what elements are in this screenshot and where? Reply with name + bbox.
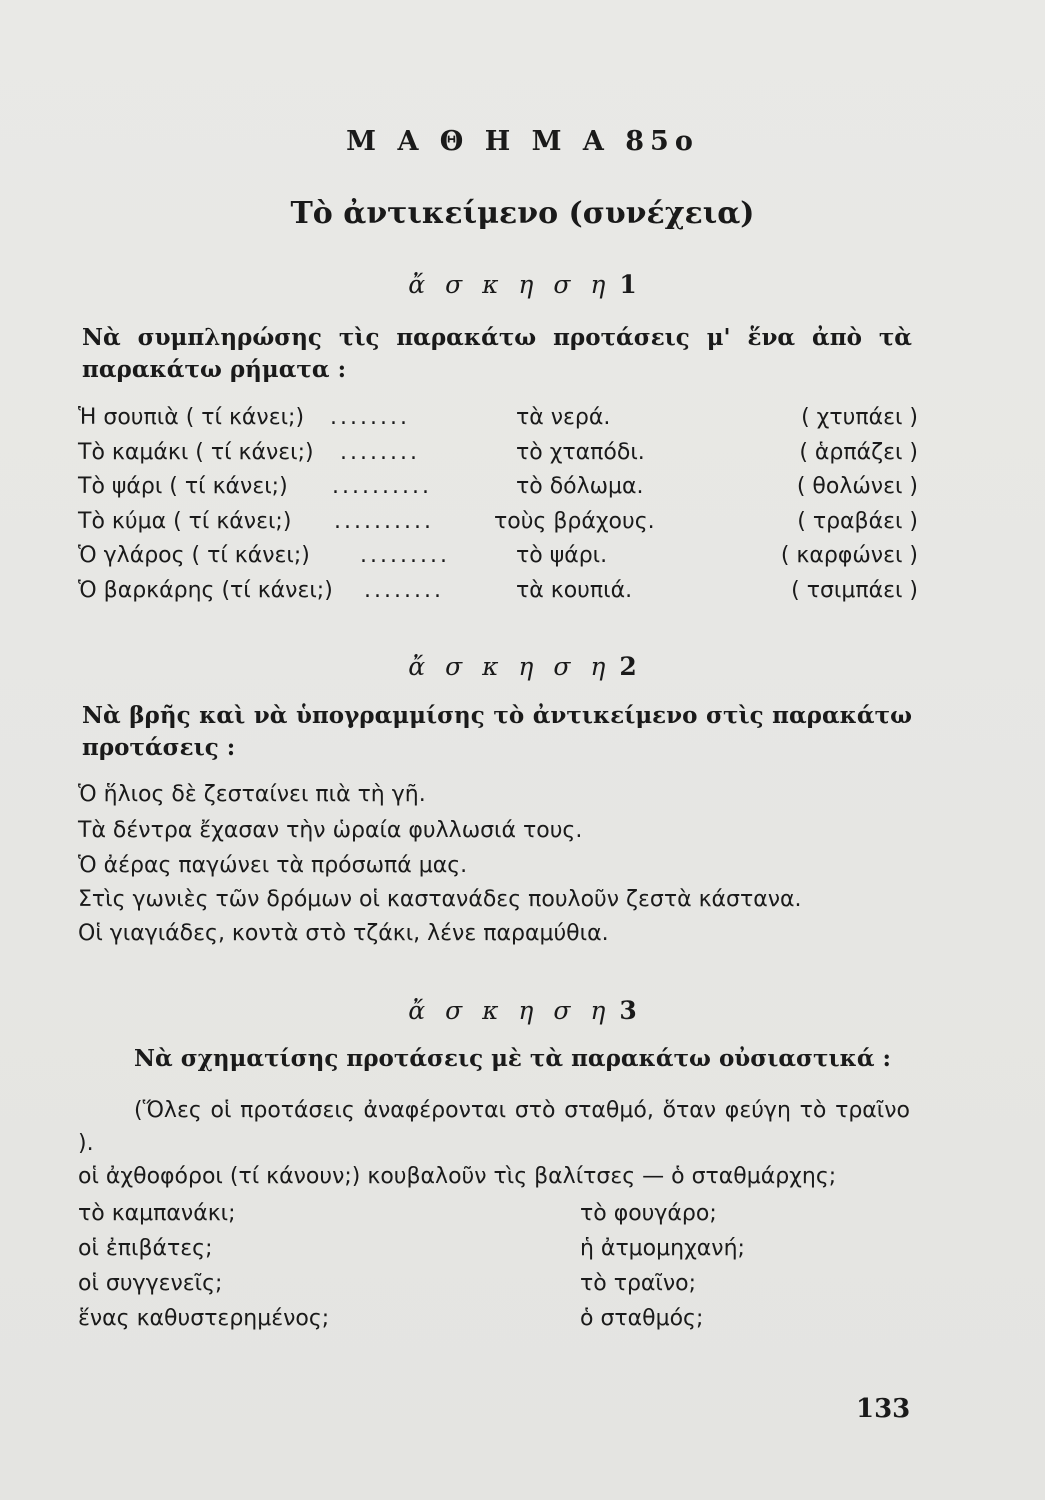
- exercise-heading-label: ἄ σ κ η σ η: [408, 652, 612, 681]
- row-verb: ( θολώνει ): [796, 474, 918, 499]
- exercise-1-row: [78, 436, 918, 470]
- exercise-1-row: [78, 539, 918, 573]
- row-object: τὸ δόλωμα.: [516, 474, 644, 499]
- row-object: τὰ νερά.: [516, 405, 611, 430]
- noun-right: ἡ ἀτμομηχανή;: [580, 1236, 745, 1261]
- exercise-2-sentence: Τὰ δέντρα ἔχασαν τὴν ὡραία φυλλωσιά τους.: [78, 818, 583, 843]
- exercise-2-sentence: Οἱ γιαγιάδες, κοντὰ στὸ τζάκι, λένε παραμύθια.: [78, 921, 609, 946]
- exercise-3-heading: [0, 996, 1045, 1025]
- row-object: τοὺς βράχους.: [494, 509, 655, 534]
- exercise-3-pair: [78, 1197, 918, 1231]
- row-subject: Ἡ σουπιὰ ( τί κάνει;): [78, 405, 305, 430]
- exercise-1-row: [78, 470, 918, 504]
- exercise-1-instruction: Νὰ συμπληρώσης τὶς παρακάτω προτάσεις μ' ἕνα ἀπὸ τὰ παρακάτω ρήματα :: [82, 324, 912, 383]
- row-subject: Τὸ καμάκι ( τί κάνει;): [78, 440, 314, 465]
- blank-dots: ........: [330, 405, 410, 430]
- row-subject: Τὸ κύμα ( τί κάνει;): [78, 509, 292, 534]
- lesson-title: Μ Α Θ Η Μ Α 85ο: [346, 126, 699, 157]
- blank-dots: ..........: [334, 509, 434, 534]
- blank-dots: ........: [340, 440, 420, 465]
- noun-left: οἱ ἐπιβάτες;: [78, 1236, 213, 1261]
- exercise-number: 3: [619, 996, 637, 1025]
- exercise-2-sentence: Ὁ ἀέρας παγώνει τὰ πρόσωπά μας.: [78, 853, 468, 878]
- exercise-heading-label: ἄ σ κ η σ η: [408, 996, 612, 1025]
- exercise-1-heading: [0, 270, 1045, 299]
- exercise-3-instruction: Νὰ σχηματίσης προτάσεις μὲ τὰ παρακάτω οὐσιαστικά :: [134, 1045, 892, 1072]
- exercise-2-sentence: Ὁ ἥλιος δὲ ζεσταίνει πιὰ τὴ γῆ.: [78, 782, 426, 807]
- exercise-number: 1: [619, 270, 637, 299]
- noun-right: τὸ φουγάρο;: [580, 1201, 717, 1226]
- noun-right: τὸ τραῖνο;: [580, 1271, 697, 1296]
- row-verb: ( τραβάει ): [797, 509, 918, 534]
- row-verb: ( ἁρπάζει ): [799, 440, 918, 465]
- noun-left: ἕνας καθυστερημένος;: [78, 1306, 330, 1331]
- blank-dots: ........: [364, 578, 444, 603]
- noun-left: τὸ καμπανάκι;: [78, 1201, 236, 1226]
- blank-dots: ..........: [332, 474, 432, 499]
- exercise-1-row: [78, 401, 918, 435]
- exercise-heading-label: ἄ σ κ η σ η: [408, 270, 612, 299]
- row-object: τὰ κουπιά.: [516, 578, 633, 603]
- row-subject: Ὁ γλάρος ( τί κάνει;): [78, 543, 310, 568]
- topic-title: Τὸ ἀντικείμενο (συνέχεια): [290, 196, 755, 231]
- row-verb: ( χτυπάει ): [801, 405, 918, 430]
- exercise-2-instruction: Νὰ βρῆς καὶ νὰ ὑπογραμμίσης τὸ ἀντικείμενο στὶς παρακάτω προτάσεις :: [82, 702, 912, 761]
- exercise-1-row: [78, 505, 918, 539]
- row-object: τὸ ψάρι.: [516, 543, 608, 568]
- row-subject: Ὁ βαρκάρης (τί κάνει;): [78, 578, 333, 603]
- row-verb: ( καρφώνει ): [780, 543, 918, 568]
- exercise-3-example: οἱ ἀχθοφόροι (τί κάνουν;) κουβαλοῦν τὶς βαλίτσες — ὁ σταθμάρχης;: [78, 1164, 837, 1189]
- exercise-number: 2: [619, 652, 637, 681]
- noun-left: οἱ συγγενεῖς;: [78, 1271, 223, 1296]
- row-subject: Τὸ ψάρι ( τί κάνει;): [78, 474, 288, 499]
- exercise-3-pair: [78, 1302, 918, 1336]
- exercise-3-note: (Ὅλες οἱ προτάσεις ἀναφέρονται στὸ σταθμό, ὅταν φεύγη τὸ τραῖνο ).: [78, 1098, 910, 1156]
- exercise-3-pair: [78, 1267, 918, 1301]
- exercise-3-pair: [78, 1232, 918, 1266]
- row-object: τὸ χταπόδι.: [516, 440, 645, 465]
- exercise-2-heading: [0, 652, 1045, 681]
- exercise-2-sentence: Στὶς γωνιὲς τῶν δρόμων οἱ καστανάδες πουλοῦν ζεστὰ κάστανα.: [78, 887, 802, 912]
- noun-right: ὁ σταθμός;: [580, 1306, 704, 1331]
- row-verb: ( τσιμπάει ): [791, 578, 918, 603]
- blank-dots: .........: [360, 543, 450, 568]
- exercise-1-row: [78, 574, 918, 608]
- page-number: 133: [856, 1394, 911, 1424]
